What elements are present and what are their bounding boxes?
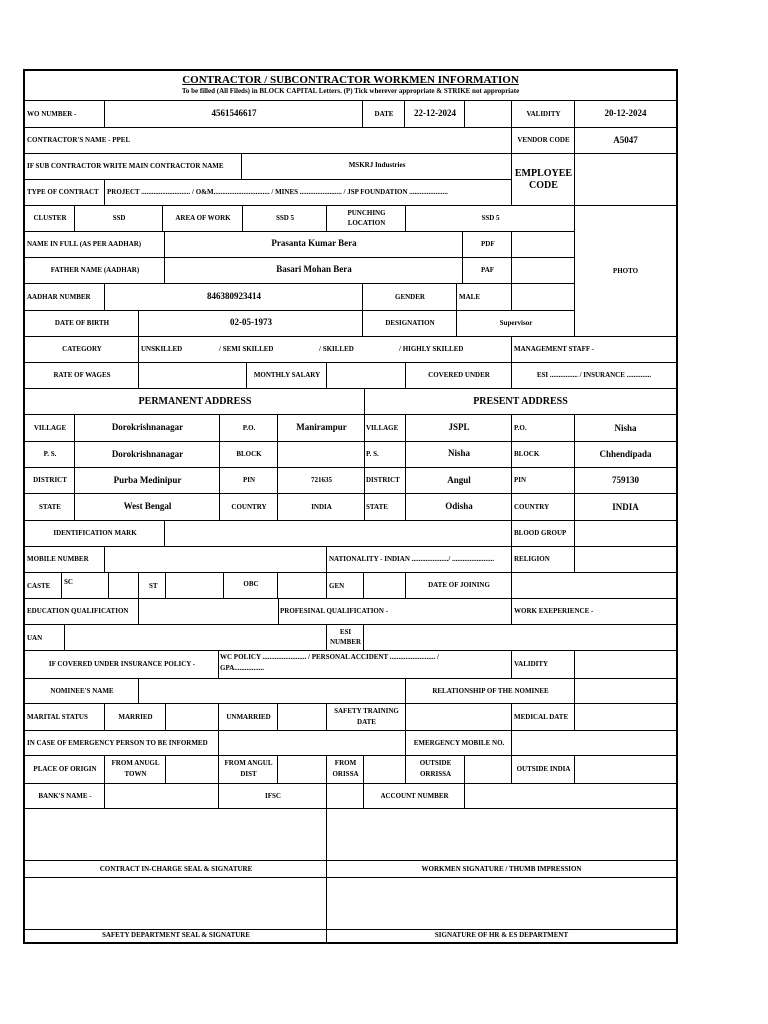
account-number-label-cell: [364, 784, 465, 809]
identification-mark-label: IDENTIFICATION MARK: [53, 529, 137, 537]
uan-label: UAN: [27, 634, 43, 642]
perm-pin-field[interactable]: [278, 468, 365, 494]
perm-state-label: STATE: [39, 503, 61, 511]
monthly-salary-field[interactable]: [327, 363, 406, 389]
nominee-field[interactable]: [139, 679, 406, 704]
emergency-person-label: IN CASE OF EMERGENCY PERSON TO BE INFORMED: [27, 739, 208, 747]
relationship-field[interactable]: [575, 679, 676, 704]
perm-village-label: VILLAGE: [33, 424, 67, 432]
medical-date-label: MEDICAL DATE: [514, 713, 569, 721]
employee-code-field[interactable]: [575, 154, 676, 206]
cluster-label: CLUSTER: [33, 214, 67, 222]
category-label-cell: [25, 337, 139, 363]
paf-field[interactable]: [512, 258, 575, 284]
date-label-cell: [363, 101, 405, 128]
form-title: CONTRACTOR / SUBCONTRACTOR WORKMEN INFORMATION: [182, 74, 519, 86]
rate-of-wages-label-cell: [25, 363, 139, 389]
nominee-label: NOMINEE'S NAME: [50, 687, 114, 695]
safety-training-label-2: DATE: [357, 718, 376, 726]
pres-village-value: JSPL: [448, 422, 470, 432]
caste-sc-option[interactable]: [62, 573, 109, 599]
pres-ps-value: Nisha: [447, 448, 470, 458]
designation-field[interactable]: [457, 311, 575, 337]
vendor-code-label-cell: [512, 128, 575, 154]
caste-sc-box[interactable]: [109, 573, 139, 599]
uan-field[interactable]: [65, 625, 327, 651]
perm-block-field[interactable]: [278, 442, 365, 468]
pres-pin-value: 759130: [612, 475, 639, 485]
nominee-label-cell: [25, 679, 139, 704]
vendor-code-value: A5047: [613, 135, 638, 145]
pres-pin-label: PIN: [514, 476, 527, 484]
contract-type-label: TYPE OF CONTRACT: [27, 188, 99, 196]
aadhar-label: AADHAR NUMBER: [27, 293, 91, 301]
origin-outside-orrissa-label-2: ORRISSA: [419, 770, 452, 778]
contractor-name-label: CONTRACTOR'S NAME - PPEL: [27, 136, 131, 144]
covered-under-label-cell: [406, 363, 512, 389]
gender-label-cell: [363, 284, 457, 311]
permanent-address-heading: PERMANENT ADDRESS: [138, 396, 252, 407]
joining-date-label-cell: [406, 573, 512, 599]
perm-country-field[interactable]: [278, 494, 365, 521]
full-name-label: NAME IN FULL (AS PER AADHAR): [27, 240, 142, 248]
form-header: [25, 71, 676, 101]
father-name-value: Basari Mohan Bera: [276, 264, 352, 274]
date-extra-cell[interactable]: [465, 101, 512, 128]
pres-po-value: Nisha: [614, 423, 637, 433]
perm-state-field[interactable]: [75, 494, 220, 521]
cluster-value: SSD: [112, 214, 126, 222]
nationality-field[interactable]: [327, 547, 512, 573]
vendor-code-field[interactable]: [575, 128, 676, 154]
perm-village-value: Dorokrishnanagar: [111, 422, 184, 432]
father-name-field[interactable]: [165, 258, 463, 284]
wo-number-field[interactable]: [105, 101, 363, 128]
validity-label: VALIDITY: [526, 110, 561, 118]
perm-block-label-cell: [220, 442, 278, 468]
pres-district-value: Angul: [447, 475, 471, 485]
pres-pin-label-cell: [512, 468, 575, 494]
insurance-policy-options[interactable]: [219, 651, 512, 679]
pres-village-label-cell: [365, 415, 406, 442]
account-number-label: ACCOUNT NUMBER: [380, 792, 449, 800]
workmen-signature-box[interactable]: [327, 809, 676, 861]
punching-location-label-1: PUNCHING: [347, 209, 386, 217]
perm-block-label: BLOCK: [236, 450, 262, 458]
aadhar-value: 846380923414: [207, 291, 261, 301]
medical-date-label-cell: [512, 704, 575, 731]
origin-label-cell: [25, 756, 105, 784]
pres-block-field[interactable]: [575, 442, 676, 468]
category-label: CATEGORY: [62, 345, 102, 353]
caste-gen-option[interactable]: [327, 573, 364, 599]
category-semi-skilled[interactable]: / SEMI SKILLED: [219, 345, 274, 353]
insurance-label: IF COVERED UNDER INSURANCE POLICY -: [48, 660, 196, 668]
religion-field[interactable]: [575, 547, 676, 573]
mobile-field[interactable]: [105, 547, 327, 573]
pres-pin-field[interactable]: [575, 468, 676, 494]
pres-country-label: COUNTRY: [514, 503, 550, 511]
covered-under-label: COVERED UNDER: [428, 371, 490, 379]
main-contractor-value: MSKRJ Industries: [348, 161, 406, 169]
designation-value: Supervisor: [499, 319, 533, 327]
professional-qualification-field[interactable]: [279, 599, 512, 625]
contract-type-label-cell: [25, 180, 105, 206]
designation-label-cell: [363, 311, 457, 337]
caste-label: CASTE: [27, 582, 51, 590]
perm-ps-value: Dorokrishnanagar: [111, 449, 184, 459]
punching-location-field[interactable]: [406, 206, 575, 232]
esi-insurance-text: ESI ................ / INSURANCE ..............: [536, 371, 652, 379]
marital-status-label: MARITAL STATUS: [27, 713, 88, 721]
pres-district-label: DISTRICT: [366, 476, 400, 484]
photo-label: PHOTO: [612, 267, 639, 275]
religion-label: RELIGION: [514, 555, 550, 563]
origin-outside-india-label: OUTSIDE INDIA: [516, 765, 571, 773]
ifsc-label-cell: [219, 784, 327, 809]
contractor-name-field[interactable]: [25, 128, 512, 154]
vendor-code-label: VENDOR CODE: [517, 136, 570, 144]
insurance-validity-field[interactable]: [575, 651, 676, 679]
punching-location-label-2: LOCATION: [347, 219, 386, 227]
insurance-label-cell: [25, 651, 219, 679]
safety-training-label-1: SAFETY TRAINING: [334, 707, 399, 715]
education-field[interactable]: [139, 599, 279, 625]
esi-number-label-1: ESI: [339, 628, 352, 636]
safety-signature-label: SAFETY DEPARTMENT SEAL & SIGNATURE: [101, 931, 251, 939]
joining-date-label: DATE OF JOINING: [428, 581, 490, 589]
rate-of-wages-label: RATE OF WAGES: [53, 371, 111, 379]
punching-location-label-cell: [327, 206, 406, 232]
origin-outside-orrissa-option[interactable]: [406, 756, 465, 784]
gender-label: GENDER: [395, 293, 425, 301]
education-label: EDUCATION QUALIFICATION: [27, 607, 129, 615]
pres-country-value: INDIA: [612, 502, 639, 512]
origin-anugl-town-label-2: TOWN: [124, 770, 147, 778]
perm-ps-label: P. S.: [43, 450, 57, 458]
identification-mark-label-cell: [25, 521, 165, 547]
origin-outside-orrissa-box[interactable]: [465, 756, 512, 784]
emergency-person-label-cell: [25, 731, 219, 756]
origin-anugl-town-option[interactable]: [105, 756, 166, 784]
origin-anugl-town-box[interactable]: [166, 756, 219, 784]
validity-field[interactable]: [575, 101, 676, 128]
perm-village-field[interactable]: [75, 415, 220, 442]
origin-orissa-label-2: ORISSA: [332, 770, 359, 778]
present-address-heading: PRESENT ADDRESS: [473, 396, 568, 407]
account-number-field[interactable]: [465, 784, 676, 809]
pdf-field[interactable]: [512, 232, 575, 258]
employee-code-label-1: EMPLOYEE: [514, 168, 573, 179]
origin-orissa-box[interactable]: [364, 756, 406, 784]
married-label: MARRIED: [118, 713, 153, 721]
management-staff-label: MANAGEMENT STAFF -: [514, 345, 594, 353]
mobile-label: MOBILE NUMBER: [27, 555, 89, 563]
bank-name-label-cell: [25, 784, 105, 809]
safety-signature-box[interactable]: [25, 878, 327, 930]
bank-name-label: BANK'S NAME -: [38, 792, 92, 800]
work-experience-label: WORK EXEPERIENCE -: [514, 607, 594, 615]
insurance-policy-line-1: WC POLICY ......................... / PERSONAL ACCIDENT .......................... /: [220, 653, 439, 661]
validity-value: 20-12-2024: [604, 108, 647, 118]
perm-pin-label: PIN: [242, 476, 256, 484]
pres-state-label-cell: [365, 494, 406, 521]
emergency-mobile-label-cell: [406, 731, 512, 756]
uan-label-cell: [25, 625, 65, 651]
married-option[interactable]: [105, 704, 166, 731]
professional-qualification-label: PROFESINAL QUALIFICATION -: [280, 607, 388, 615]
date-label: DATE: [374, 110, 394, 118]
origin-angul-dist-box[interactable]: [278, 756, 327, 784]
gender-extra-cell[interactable]: [512, 284, 575, 311]
relationship-label-cell: [406, 679, 575, 704]
dob-value: 02-05-1973: [230, 317, 272, 327]
monthly-salary-label: MONTHLY SALARY: [253, 371, 321, 379]
caste-st-label: ST: [149, 582, 158, 590]
caste-obc-label: OBC: [243, 580, 259, 588]
full-name-field[interactable]: [165, 232, 463, 258]
safety-signature-caption: [25, 930, 327, 942]
medical-date-field[interactable]: [575, 704, 676, 731]
education-label-cell: [25, 599, 139, 625]
dob-label-cell: [25, 311, 139, 337]
esi-number-label-2: NUMBER: [329, 638, 362, 646]
pres-block-label-cell: [512, 442, 575, 468]
rate-of-wages-field[interactable]: [139, 363, 247, 389]
wo-number-value: 4561546617: [211, 108, 257, 118]
dob-label: DATE OF BIRTH: [54, 319, 110, 327]
present-address-heading-cell: [365, 389, 676, 415]
aadhar-label-cell: [25, 284, 105, 311]
area-of-work-field[interactable]: [243, 206, 327, 232]
hr-signature-box[interactable]: [327, 878, 676, 930]
main-contractor-field[interactable]: [242, 154, 512, 180]
insurance-validity-label-cell: [512, 651, 575, 679]
perm-pin-label-cell: [220, 468, 278, 494]
origin-orissa-label-1: FROM: [334, 759, 357, 767]
workmen-signature-caption: [327, 861, 676, 878]
religion-label-cell: [512, 547, 575, 573]
workmen-signature-label: WORKMEN SIGNATURE / THUMB IMPRESSION: [421, 865, 582, 873]
origin-orissa-option[interactable]: [327, 756, 364, 784]
pres-po-label: P.O.: [514, 424, 527, 432]
caste-gen-box[interactable]: [364, 573, 406, 599]
main-contractor-label-cell: [25, 154, 242, 180]
dob-field[interactable]: [139, 311, 363, 337]
permanent-address-heading-cell: [25, 389, 365, 415]
safety-training-label-cell: [327, 704, 406, 731]
pres-country-field[interactable]: [575, 494, 676, 521]
pres-block-label: BLOCK: [514, 450, 540, 458]
pres-ps-label: P. S.: [366, 450, 379, 458]
pres-district-label-cell: [365, 468, 406, 494]
origin-label: PLACE OF ORIGIN: [33, 765, 97, 773]
contract-type-options-text: PROJECT ............................ / O&M................................ / MINES ........................ / JSP FOUNDATION ......................: [107, 188, 448, 196]
emergency-person-field[interactable]: [219, 731, 406, 756]
father-name-label: FATHER NAME (AADHAR): [50, 266, 140, 274]
ifsc-field[interactable]: [327, 784, 364, 809]
unmarried-option[interactable]: [219, 704, 278, 731]
management-staff-field[interactable]: [512, 337, 676, 363]
employee-code-label-cell: [512, 154, 575, 206]
category-unskilled[interactable]: UNSKILLED: [141, 345, 183, 353]
caste-sc-label: SC: [64, 578, 73, 586]
origin-angul-dist-label-2: DIST: [240, 770, 257, 778]
emergency-mobile-label: EMERGENCY MOBILE NO.: [413, 739, 505, 747]
pdf-label: PDF: [481, 240, 495, 248]
esi-number-field[interactable]: [364, 625, 676, 651]
origin-angul-dist-option[interactable]: [219, 756, 278, 784]
mobile-label-cell: [25, 547, 105, 573]
perm-village-label-cell: [25, 415, 75, 442]
pres-state-field[interactable]: [406, 494, 512, 521]
perm-po-label: P.O.: [242, 424, 256, 432]
pres-village-label: VILLAGE: [366, 424, 399, 432]
blood-group-label-cell: [512, 521, 575, 547]
form-subtitle: To be filled (All Fileds) in BLOCK CAPITAL Letters. (P) Tick wherever appropriate & STRIKE not appropriate: [181, 87, 520, 95]
pres-ps-label-cell: [365, 442, 406, 468]
married-box[interactable]: [166, 704, 219, 731]
category-highly-skilled[interactable]: / HIGHLY SKILLED: [399, 345, 464, 353]
perm-district-field[interactable]: [75, 468, 220, 494]
esi-insurance-options[interactable]: [512, 363, 676, 389]
wo-number-label: WO NUMBER -: [27, 110, 77, 118]
blood-group-label: BLOOD GROUP: [514, 529, 567, 537]
perm-district-label-cell: [25, 468, 75, 494]
origin-outside-india-box[interactable]: [575, 756, 676, 784]
perm-ps-field[interactable]: [75, 442, 220, 468]
contract-incharge-signature-box[interactable]: [25, 809, 327, 861]
perm-country-label: COUNTRY: [231, 503, 267, 511]
joining-date-field[interactable]: [512, 573, 676, 599]
employee-code-label-2: CODE: [529, 180, 558, 191]
relationship-label: RELATIONSHIP OF THE NOMINEE: [432, 687, 549, 695]
emergency-mobile-field[interactable]: [512, 731, 676, 756]
pres-village-field[interactable]: [406, 415, 512, 442]
identification-mark-field[interactable]: [165, 521, 512, 547]
pres-ps-field[interactable]: [406, 442, 512, 468]
nationality-text: NATIONALITY - INDIAN ...................../ ........................: [329, 555, 495, 563]
area-of-work-label: AREA OF WORK: [175, 214, 231, 222]
pres-po-label-cell: [512, 415, 575, 442]
caste-label-cell: [25, 573, 62, 599]
perm-district-value: Purba Medinipur: [113, 475, 182, 485]
photo-box[interactable]: [575, 206, 676, 337]
gender-value: MALE: [459, 293, 480, 301]
perm-district-label: DISTRICT: [33, 476, 67, 484]
pres-po-field[interactable]: [575, 415, 676, 442]
wo-number-label-cell: [25, 101, 105, 128]
perm-state-value: West Bengal: [123, 501, 172, 511]
category-skilled[interactable]: / SKILLED: [319, 345, 354, 353]
perm-ps-label-cell: [25, 442, 75, 468]
workmen-information-form: [23, 69, 678, 944]
father-name-label-cell: [25, 258, 165, 284]
contract-incharge-signature-caption: [25, 861, 327, 878]
designation-label: DESIGNATION: [385, 319, 435, 327]
cluster-field[interactable]: [75, 206, 163, 232]
unmarried-label: UNMARRIED: [226, 713, 271, 721]
pres-state-label: STATE: [366, 503, 388, 511]
full-name-value: Prasanta Kumar Bera: [271, 238, 357, 248]
perm-state-label-cell: [25, 494, 75, 521]
origin-anugl-town-label-1: FROM ANUGL: [111, 759, 160, 767]
validity-label-cell: [512, 101, 575, 128]
paf-label: PAF: [481, 266, 495, 274]
ifsc-label: IFSC: [265, 792, 281, 800]
pres-district-field[interactable]: [406, 468, 512, 494]
caste-gen-label: GEN: [329, 582, 345, 590]
pdf-label-cell: [463, 232, 512, 258]
monthly-salary-label-cell: [247, 363, 327, 389]
area-of-work-label-cell: [163, 206, 243, 232]
work-experience-field[interactable]: [512, 599, 676, 625]
origin-outside-india-option[interactable]: [512, 756, 575, 784]
full-name-label-cell: [25, 232, 165, 258]
pres-country-label-cell: [512, 494, 575, 521]
cluster-label-cell: [25, 206, 75, 232]
esi-number-label-cell: [327, 625, 364, 651]
category-options[interactable]: [139, 337, 512, 363]
origin-angul-dist-label-1: FROM ANGUL: [224, 759, 273, 767]
paf-label-cell: [463, 258, 512, 284]
perm-pin-value: 721635: [311, 476, 332, 484]
unmarried-box[interactable]: [278, 704, 327, 731]
main-contractor-label: IF SUB CONTRACTOR WRITE MAIN CONTRACTOR NAME: [27, 162, 224, 170]
origin-outside-orrissa-label-1: OUTSIDE: [419, 759, 452, 767]
blood-group-field[interactable]: [575, 521, 676, 547]
perm-country-label-cell: [220, 494, 278, 521]
caste-st-option[interactable]: [139, 573, 166, 599]
date-value: 22-12-2024: [414, 108, 456, 118]
perm-po-value: Manirampur: [296, 422, 347, 432]
bank-name-field[interactable]: [105, 784, 219, 809]
hr-signature-label: SIGNATURE OF HR & ES DEPARTMENT: [434, 931, 569, 939]
insurance-validity-label: VALIDITY: [514, 660, 549, 668]
caste-obc-option[interactable]: [224, 573, 278, 599]
perm-po-label-cell: [220, 415, 278, 442]
pres-state-value: Odisha: [445, 501, 473, 511]
pres-block-value: Chhendipada: [599, 449, 652, 459]
gender-field[interactable]: [457, 284, 512, 311]
marital-status-label-cell: [25, 704, 105, 731]
punching-location-value: SSD 5: [481, 214, 500, 222]
caste-obc-box[interactable]: [278, 573, 327, 599]
safety-training-field[interactable]: [406, 704, 512, 731]
caste-st-box[interactable]: [166, 573, 224, 599]
date-field[interactable]: [405, 101, 465, 128]
area-of-work-value: SSD 5: [275, 214, 295, 222]
perm-po-field[interactable]: [278, 415, 365, 442]
contract-incharge-signature-label: CONTRACT IN-CHARGE SEAL & SIGNATURE: [99, 865, 253, 873]
contract-type-options[interactable]: [105, 180, 512, 206]
insurance-policy-line-2: GPA.................: [220, 664, 265, 672]
aadhar-field[interactable]: [105, 284, 363, 311]
perm-country-value: INDIA: [311, 503, 332, 511]
hr-signature-caption: [327, 930, 676, 942]
